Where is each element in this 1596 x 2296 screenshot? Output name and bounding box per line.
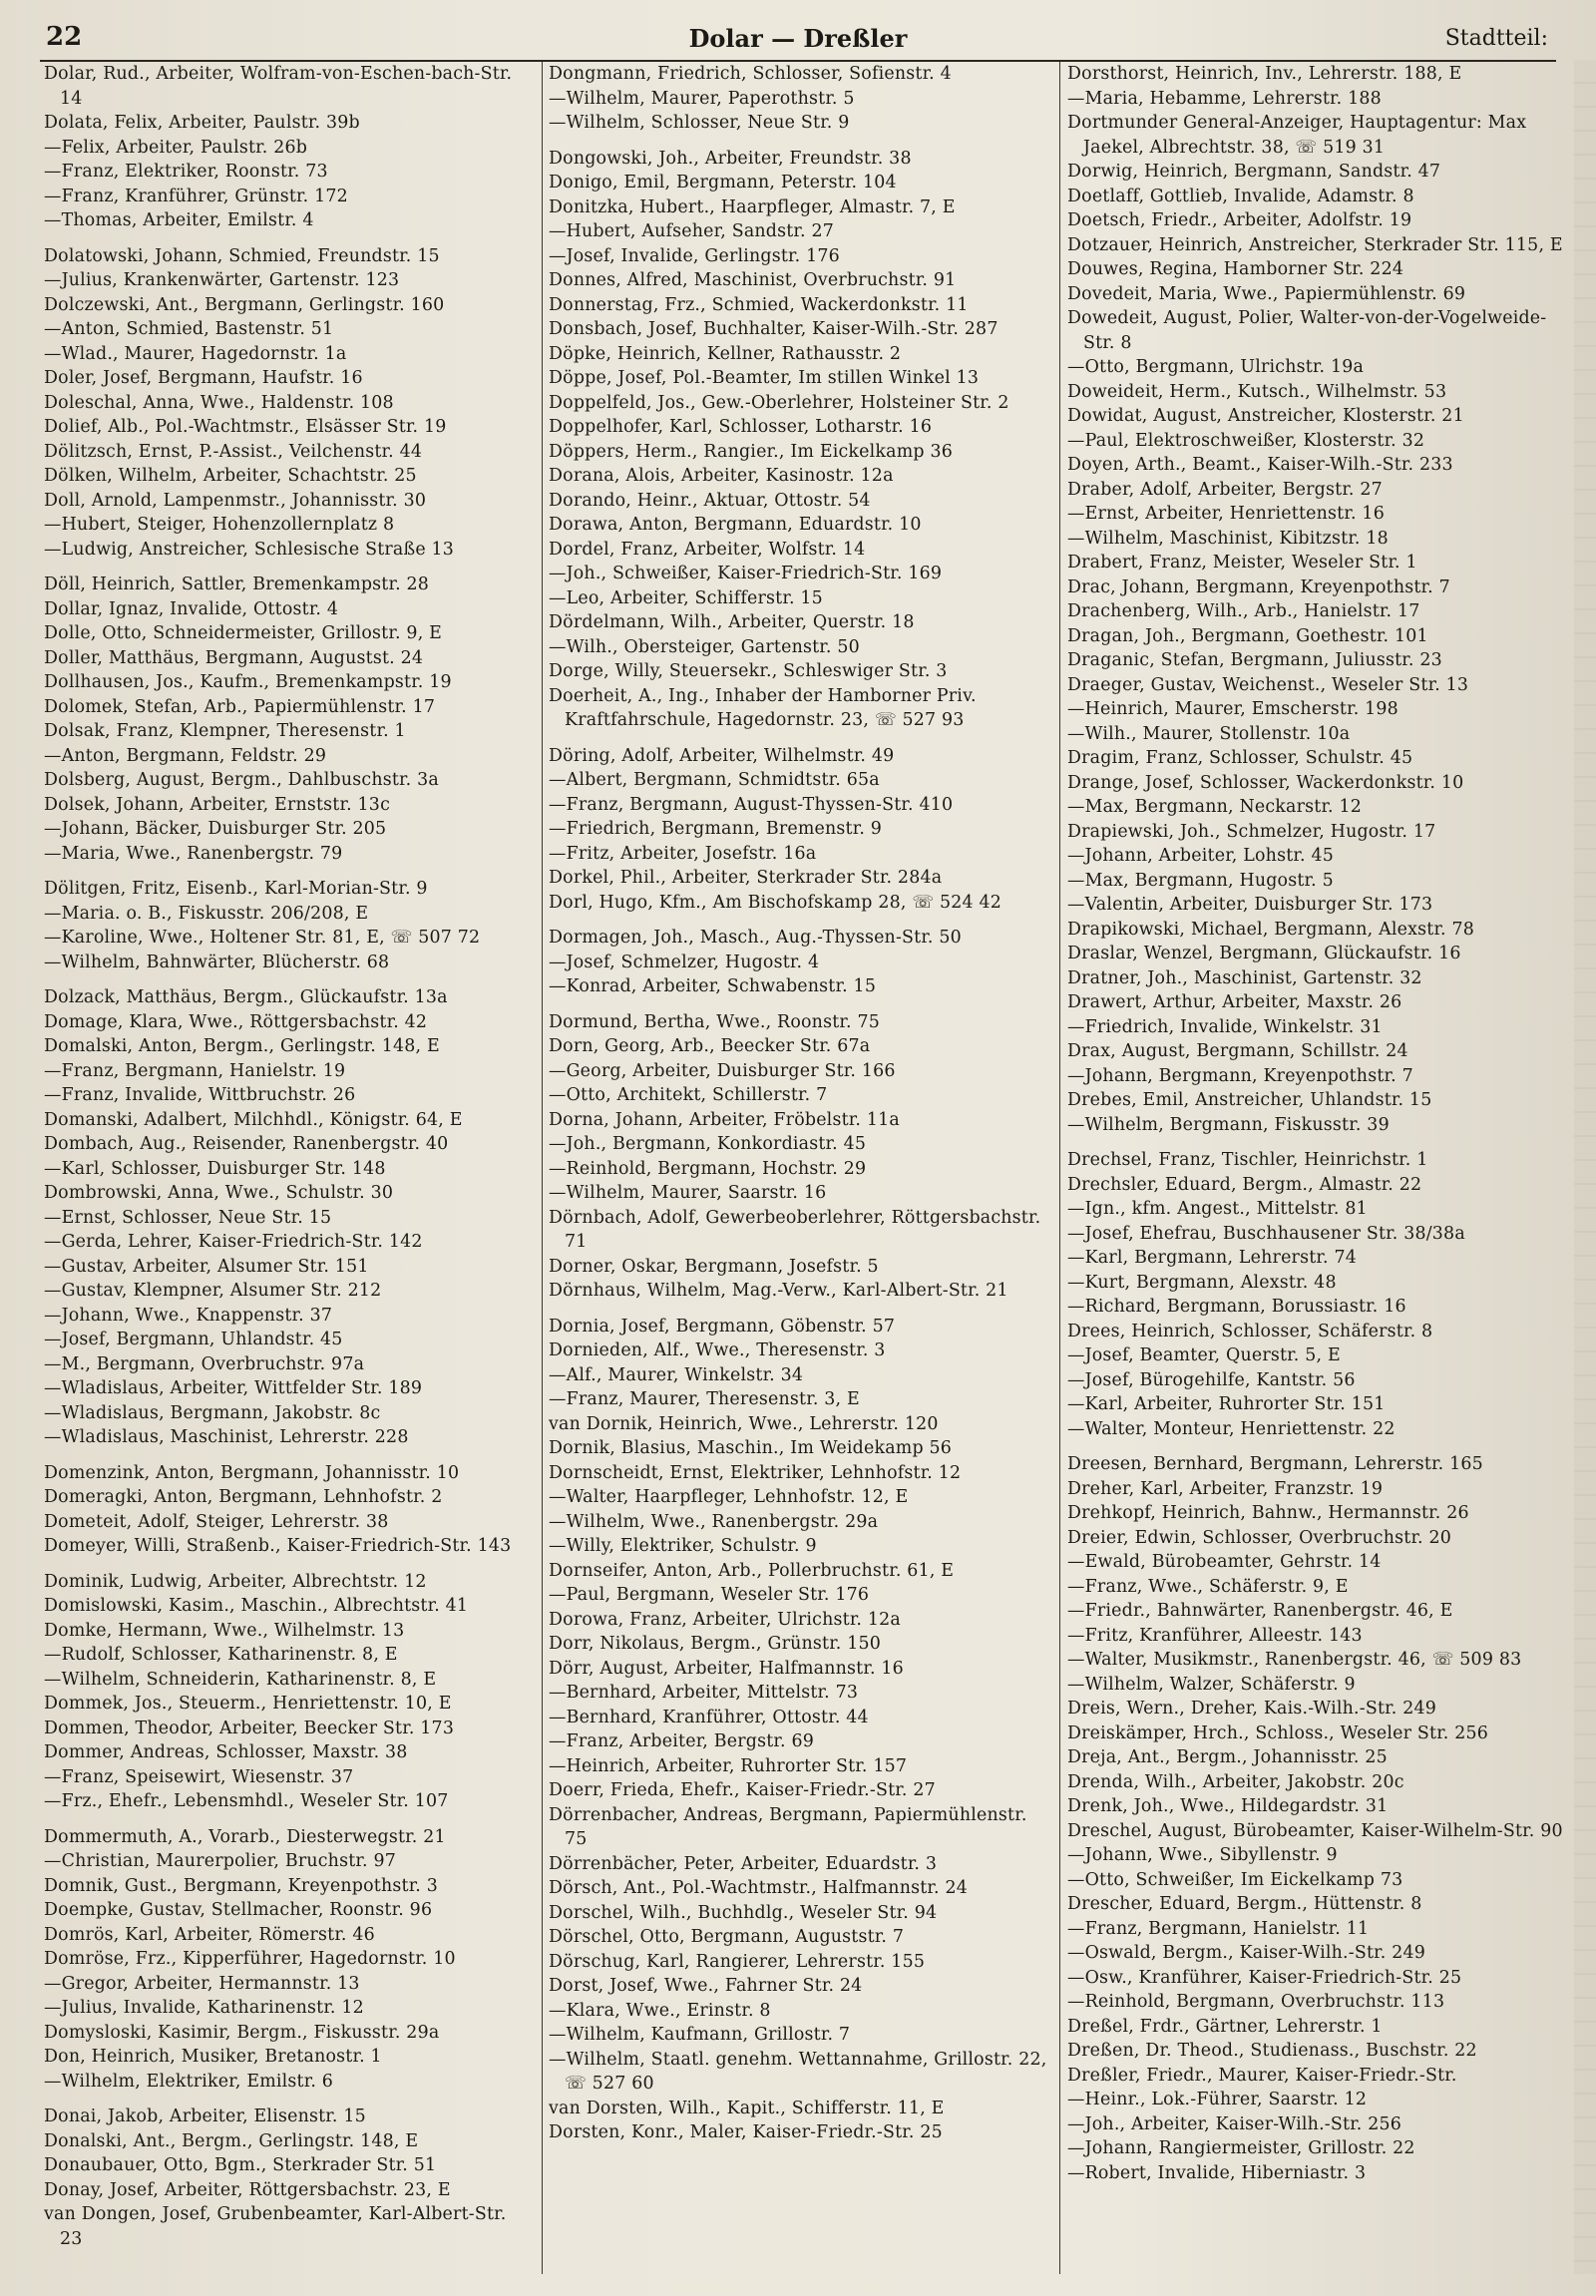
directory-entry: —Bernhard, Arbeiter, Mittelstr. 73: [549, 1683, 859, 1703]
directory-entry: Dolle, Otto, Schneidermeister, Grillostr. 9, E: [44, 623, 443, 643]
directory-entry: —Gerda, Lehrer, Kaiser-Friedrich-Str. 142: [44, 1232, 423, 1252]
directory-entry: Dorsten, Konr., Maler, Kaiser-Friedr.-Str. 25: [549, 2122, 943, 2142]
directory-entry: —Hubert, Aufseher, Sandstr. 27: [549, 221, 835, 241]
directory-entry: —Georg, Arbeiter, Duisburger Str. 166: [549, 1060, 896, 1081]
directory-entry: Draslar, Wenzel, Bergmann, Glückaufstr. 16: [1067, 944, 1461, 963]
directory-entry: Drenda, Wilh., Arbeiter, Jakobstr. 20c: [1067, 1771, 1404, 1792]
directory-entry: —Felix, Arbeiter, Paulstr. 26b: [44, 137, 308, 158]
directory-entry: Drawert, Arthur, Arbeiter, Maxstr. 26: [1067, 992, 1402, 1012]
directory-entry: —Leo, Arbeiter, Schifferstr. 15: [549, 587, 823, 608]
directory-entry: Donnes, Alfred, Maschinist, Overbruchstr. 91: [549, 270, 957, 290]
directory-entry: van Dornik, Heinrich, Wwe., Lehrerstr. 120: [549, 1413, 939, 1434]
directory-entry: —Friedr., Bahnwärter, Ranenbergstr. 46, E: [1067, 1601, 1453, 1621]
directory-entry: Drac, Johann, Bergmann, Kreyenpothstr. 7: [1067, 576, 1450, 597]
directory-entry: —Franz, Bergmann, Hanielstr. 19: [44, 1060, 346, 1081]
directory-entry: Domysloski, Kasimir, Bergm., Fiskusstr. 29a: [44, 2022, 440, 2043]
directory-entry: —Ewald, Bürobeamter, Gehrstr. 14: [1067, 1552, 1382, 1572]
directory-entry: Doetlaff, Gottlieb, Invalide, Adamstr. 8: [1067, 186, 1414, 206]
column-divider: [542, 62, 543, 2274]
directory-entry: —Max, Bergmann, Hugostr. 5: [1067, 870, 1334, 891]
district-label: Stadtteil:: [1444, 26, 1548, 51]
directory-entry: Dolczewski, Ant., Bergmann, Gerlingstr. 160: [44, 294, 445, 315]
directory-entry: Dorst, Josef, Wwe., Fahrner Str. 24: [549, 1976, 863, 1996]
directory-entry: —Wladislaus, Arbeiter, Wittfelder Str. 189: [44, 1378, 423, 1398]
directory-entry: Donalski, Ant., Bergm., Gerlingstr. 148, E: [44, 2130, 419, 2151]
directory-entry: Douwes, Regina, Hamborner Str. 224: [1067, 259, 1404, 279]
directory-entry: —Frz., Ehefr., Lebensmhdl., Weseler Str. 107: [44, 1791, 449, 1811]
directory-entry: —Oswald, Bergm., Kaiser-Wilh.-Str. 249: [1067, 1943, 1425, 1963]
directory-entry: Dormund, Bertha, Wwe., Roonstr. 75: [549, 1011, 880, 1032]
directory-entry: Dolzack, Matthäus, Bergm., Glückaufstr. 13a: [44, 987, 448, 1007]
directory-entry: —Franz, Elektriker, Roonstr. 73: [44, 162, 328, 182]
directory-entry: —Ludwig, Anstreicher, Schlesische Straße 13: [44, 539, 455, 560]
directory-entry: —Ign., kfm. Angest., Mittelstr. 81: [1067, 1199, 1368, 1219]
directory-entry: Döpke, Heinrich, Kellner, Rathausstr. 2: [549, 343, 902, 364]
directory-entry: —Otto, Schweißer, Im Eickelkamp 73: [1067, 1869, 1403, 1890]
directory-entry: Döppe, Josef, Pol.-Beamter, Im stillen Winkel 13: [549, 368, 980, 388]
directory-entry: Dorner, Oskar, Bergmann, Josefstr. 5: [549, 1256, 879, 1277]
directory-entry: —Friedrich, Invalide, Winkelstr. 31: [1067, 1016, 1383, 1037]
directory-entry: —Franz, Maurer, Theresenstr. 3, E: [549, 1389, 860, 1409]
directory-entry: —Heinr., Lok.-Führer, Saarstr. 12: [1067, 2090, 1368, 2109]
directory-entry: —Josef, Bergmann, Uhlandstr. 45: [44, 1330, 343, 1349]
directory-entry: Dörsch, Ant., Pol.-Wachtmstr., Halfmannstr. 24: [549, 1878, 968, 1898]
directory-entry: Don, Heinrich, Musiker, Bretanostr. 1: [44, 2047, 382, 2067]
directory-entry: —Wilhelm, Maurer, Saarstr. 16: [549, 1183, 827, 1203]
directory-entry: —Willy, Elektriker, Schulstr. 9: [549, 1536, 817, 1556]
directory-entry: —Anton, Bergmann, Feldstr. 29: [44, 745, 327, 766]
directory-entry: Dommer, Andreas, Schlosser, Maxstr. 38: [44, 1742, 408, 1762]
directory-entry: —Reinhold, Bergmann, Hochstr. 29: [549, 1158, 867, 1179]
directory-entry: —Walter, Haarpfleger, Lehnhofstr. 12, E: [549, 1487, 909, 1507]
directory-entry: Drange, Josef, Schlosser, Wackerdonkstr. 10: [1067, 772, 1464, 793]
directory-entry: Dommermuth, A., Vorarb., Diesterwegstr. 21: [44, 1826, 446, 1847]
directory-entry: —Johann, Bergmann, Kreyenpothstr. 7: [1067, 1065, 1413, 1086]
directory-entry: —Maria, Wwe., Ranenbergstr. 79: [44, 843, 343, 864]
directory-entry: —Wilhelm, Walzer, Schäferstr. 9: [1067, 1674, 1356, 1695]
page-title: Dolar — Dreßler: [688, 24, 908, 53]
directory-entry: Donnerstag, Frz., Schmied, Wackerdonkstr. 11: [549, 294, 969, 315]
directory-entry: Domage, Klara, Wwe., Röttgersbachstr. 42: [44, 1011, 428, 1032]
directory-entry: —Ernst, Arbeiter, Henriettenstr. 16: [1067, 504, 1385, 524]
directory-entry: Domeragki, Anton, Bergmann, Lehnhofstr. 2: [44, 1487, 443, 1507]
directory-entry: —Maria, Hebamme, Lehrerstr. 188: [1067, 88, 1382, 109]
directory-entry: Doerr, Frieda, Ehefr., Kaiser-Friedr.-Str. 27: [549, 1780, 936, 1800]
directory-entry: —Franz, Speisewirt, Wiesenstr. 37: [44, 1766, 354, 1787]
directory-entry: —Joh., Bergmann, Konkordiastr. 45: [549, 1134, 867, 1154]
directory-entry: —Heinrich, Maurer, Emscherstr. 198: [1067, 699, 1398, 719]
directory-entry: —Otto, Architekt, Schillerstr. 7: [549, 1085, 828, 1105]
directory-entry: Dornseifer, Anton, Arb., Pollerbruchstr. 61, E: [549, 1560, 955, 1581]
directory-entry: —Wilhelm, Schlosser, Neue Str. 9: [549, 113, 850, 133]
directory-entry: —Josef, Beamter, Querstr. 5, E: [1067, 1345, 1341, 1365]
directory-entry: Dornik, Blasius, Maschin., Im Weidekamp 56: [549, 1438, 953, 1458]
directory-entry: —Valentin, Arbeiter, Duisburger Str. 173: [1067, 895, 1433, 915]
directory-entry: —Klara, Wwe., Erinstr. 8: [549, 2000, 771, 2021]
directory-entry: Drehkopf, Heinrich, Bahnw., Hermannstr. 26: [1067, 1503, 1469, 1523]
directory-entry: Drapiewski, Joh., Schmelzer, Hugostr. 17: [1067, 821, 1436, 842]
directory-entry: Dreis, Wern., Dreher, Kais.-Wilh.-Str. 249: [1067, 1699, 1436, 1719]
directory-entry: Drax, August, Bergmann, Schillstr. 24: [1067, 1041, 1408, 1061]
directory-entry: —Richard, Bergmann, Borussiastr. 16: [1067, 1297, 1406, 1317]
directory-entry: Dörr, August, Arbeiter, Halfmannstr. 16: [549, 1658, 904, 1679]
directory-entry: —Rudolf, Schlosser, Katharinenstr. 8, E: [44, 1645, 398, 1665]
directory-entry: Draganic, Stefan, Bergmann, Juliusstr. 23: [1067, 650, 1442, 670]
directory-entry: —Franz, Bergmann, Hanielstr. 11: [1067, 1918, 1370, 1939]
directory-column-2: [549, 62, 1052, 2274]
directory-entry: —Christian, Maurerpolier, Bruchstr. 97: [44, 1851, 396, 1871]
directory-entry: Dölken, Wilhelm, Arbeiter, Schachtstr. 25: [44, 466, 417, 486]
directory-entry: Domrös, Karl, Arbeiter, Römerstr. 46: [44, 1924, 375, 1945]
directory-entry: Drachenberg, Wilh., Arb., Hanielstr. 17: [1067, 601, 1420, 621]
directory-entry: Dolar, Rud., Arbeiter, Wolfram-von-Eschen-bach-Str. 14: [44, 64, 513, 109]
page-header: [40, 20, 1556, 62]
directory-entry: Dorl, Hugo, Kfm., Am Bischofskamp 28, ☏ 524 42: [549, 892, 1002, 913]
directory-entry: Drees, Heinrich, Schlosser, Schäferstr. 8: [1067, 1321, 1433, 1341]
directory-entry: Dorr, Nikolaus, Bergm., Grünstr. 150: [549, 1634, 882, 1654]
directory-entry: —Wilhelm, Elektriker, Emilstr. 6: [44, 2071, 334, 2092]
directory-entry: Domalski, Anton, Bergm., Gerlingstr. 148, E: [44, 1036, 440, 1056]
directory-entry: —Walter, Musikmstr., Ranenbergstr. 46, ☏ 509 83: [1067, 1650, 1522, 1670]
directory-entry: —Maria. o. B., Fiskusstr. 206/208, E: [44, 903, 369, 924]
directory-entry: Dörrenbacher, Andreas, Bergmann, Papiermühlenstr. 75: [549, 1804, 1027, 1849]
directory-entry: —Alf., Maurer, Winkelstr. 34: [549, 1364, 804, 1385]
directory-entry: Doleschal, Anna, Wwe., Haldenstr. 108: [44, 392, 394, 413]
directory-entry: van Dongen, Josef, Grubenbeamter, Karl-Albert-Str. 23: [44, 2204, 507, 2249]
directory-entry: —Friedrich, Bergmann, Bremenstr. 9: [549, 819, 883, 839]
directory-entry: Dommek, Jos., Steuerm., Henriettenstr. 10, E: [44, 1694, 452, 1714]
directory-entry: —Karl, Bergmann, Lehrerstr. 74: [1067, 1248, 1357, 1268]
directory-entry: Dreßel, Frdr., Gärtner, Lehrerstr. 1: [1067, 2016, 1383, 2037]
directory-entry: —Franz, Invalide, Wittbruchstr. 26: [44, 1085, 356, 1105]
directory-entry: —Johann, Bäcker, Duisburger Str. 205: [44, 819, 387, 839]
directory-entry: Dolief, Alb., Pol.-Wachtmstr., Elsässer Str. 19: [44, 417, 447, 437]
directory-entry: Doler, Josef, Bergmann, Haufstr. 16: [44, 368, 363, 388]
directory-entry: —Wilh., Obersteiger, Gartenstr. 50: [549, 636, 860, 657]
directory-entry: Domanski, Adalbert, Milchhdl., Königstr. 64, E: [44, 1109, 463, 1130]
directory-entry: —Heinrich, Arbeiter, Ruhrorter Str. 157: [549, 1755, 908, 1776]
directory-entry: —Franz, Kranführer, Grünstr. 172: [44, 186, 348, 206]
directory-entry: Dreesen, Bernhard, Bergmann, Lehrerstr. 165: [1067, 1454, 1483, 1474]
directory-entry: Domröse, Frz., Kipperführer, Hagedornstr. 10: [44, 1949, 456, 1969]
directory-entry: Dornieden, Alf., Wwe., Theresenstr. 3: [549, 1340, 886, 1360]
column-divider: [1059, 62, 1060, 2274]
directory-entry: —Josef, Invalide, Gerlingstr. 176: [549, 245, 840, 266]
directory-entry: —Anton, Schmied, Bastenstr. 51: [44, 319, 334, 339]
directory-entry: Dreja, Ant., Bergm., Johannisstr. 25: [1067, 1747, 1388, 1767]
directory-entry: Drechsel, Franz, Tischler, Heinrichstr. 1: [1067, 1150, 1428, 1170]
directory-entry: Dorana, Alois, Arbeiter, Kasinostr. 12a: [549, 466, 894, 486]
directory-entry: —Gustav, Klempner, Alsumer Str. 212: [44, 1281, 382, 1301]
directory-entry: Domenzink, Anton, Bergmann, Johannisstr. 10: [44, 1462, 460, 1483]
directory-entry: Dörrenbächer, Peter, Arbeiter, Eduardstr. 3: [549, 1853, 938, 1874]
directory-entry: —Konrad, Arbeiter, Schwabenstr. 15: [549, 976, 877, 996]
directory-entry: Doppelfeld, Jos., Gew.-Oberlehrer, Holsteiner Str. 2: [549, 392, 1009, 413]
directory-entry: Dornscheidt, Ernst, Elektriker, Lehnhofstr. 12: [549, 1462, 962, 1483]
directory-entry: Domke, Hermann, Wwe., Wilhelmstr. 13: [44, 1620, 405, 1641]
directory-entry: Dördelmann, Wilh., Arbeiter, Querstr. 18: [549, 612, 915, 632]
directory-entry: Dorando, Heinr., Aktuar, Ottostr. 54: [549, 490, 871, 511]
directory-entry: Donsbach, Josef, Buchhalter, Kaiser-Wilh.-Str. 287: [549, 319, 998, 339]
next-page-edge: [1574, 60, 1596, 2274]
directory-entry: Dollar, Ignaz, Invalide, Ottostr. 4: [44, 598, 339, 619]
directory-entry: Doppelhofer, Karl, Schlosser, Lotharstr. 16: [549, 417, 933, 437]
directory-entry: Dombrowski, Anna, Wwe., Schulstr. 30: [44, 1183, 394, 1203]
directory-entry: Dreßen, Dr. Theod., Studienass., Buschstr. 22: [1067, 2041, 1477, 2061]
directory-entry: Dorsthorst, Heinrich, Inv., Lehrerstr. 188, E: [1067, 64, 1462, 84]
directory-entry: Dorn, Georg, Arb., Beecker Str. 67a: [549, 1036, 871, 1056]
directory-entry: Doller, Matthäus, Bergmann, Augustst. 24: [44, 647, 424, 668]
directory-entry: Donay, Josef, Arbeiter, Röttgersbachstr. 23, E: [44, 2179, 451, 2200]
directory-entry: —Franz, Wwe., Schäferstr. 9, E: [1067, 1576, 1349, 1597]
directory-entry: —Karl, Arbeiter, Ruhrorter Str. 151: [1067, 1394, 1386, 1414]
directory-entry: Dreher, Karl, Arbeiter, Franzstr. 19: [1067, 1478, 1384, 1499]
directory-entry: Domislowski, Kasim., Maschin., Albrechtstr. 41: [44, 1596, 469, 1616]
directory-entry: Dolomek, Stefan, Arb., Papiermühlenstr. 17: [44, 696, 436, 717]
directory-entry: Donai, Jakob, Arbeiter, Elisenstr. 15: [44, 2106, 366, 2126]
directory-entry: Drescher, Eduard, Bergm., Hüttenstr. 8: [1067, 1894, 1422, 1914]
directory-entry: Dorge, Willy, Steuersekr., Schleswiger Str. 3: [549, 661, 948, 681]
directory-entry: Doetsch, Friedr., Arbeiter, Adolfstr. 19: [1067, 210, 1412, 230]
directory-entry: Dreiskämper, Hrch., Schloss., Weseler Str. 256: [1067, 1722, 1489, 1743]
directory-entry: Dragim, Franz, Schlosser, Schulstr. 45: [1067, 748, 1413, 768]
directory-entry: Dolata, Felix, Arbeiter, Paulstr. 39b: [44, 113, 360, 133]
directory-entry: Donitzka, Hubert., Haarpfleger, Almastr. 7, E: [549, 196, 956, 217]
directory-entry: Drenk, Joh., Wwe., Hildegardstr. 31: [1067, 1796, 1389, 1816]
directory-entry: Dordel, Franz, Arbeiter, Wolfstr. 14: [549, 539, 866, 560]
directory-entry: Domeyer, Willi, Straßenb., Kaiser-Friedrich-Str. 143: [44, 1536, 512, 1556]
directory-entry: Dotzauer, Heinrich, Anstreicher, Sterkrader Str. 115, E: [1067, 234, 1563, 255]
directory-entry: Dorschel, Wilh., Buchhdlg., Weseler Str. 94: [549, 1902, 938, 1923]
page-number: 22: [46, 22, 83, 52]
directory-entry: Döll, Heinrich, Sattler, Bremenkampstr. 28: [44, 574, 430, 594]
directory-entry: —Joh., Arbeiter, Kaiser-Wilh.-Str. 256: [1067, 2113, 1402, 2134]
directory-entry: van Dorsten, Wilh., Kapit., Schifferstr. 11, E: [549, 2098, 945, 2118]
directory-entry: Dratner, Joh., Maschinist, Gartenstr. 32: [1067, 967, 1422, 988]
directory-entry: Doempke, Gustav, Stellmacher, Roonstr. 96: [44, 1900, 433, 1920]
directory-entry: —Karl, Schlosser, Duisburger Str. 148: [44, 1158, 386, 1179]
directory-entry: Draber, Adolf, Arbeiter, Bergstr. 27: [1067, 479, 1383, 500]
directory-entry: Dorawa, Anton, Bergmann, Eduardstr. 10: [549, 515, 922, 535]
directory-entry: —Wilhelm, Kaufmann, Grillostr. 7: [549, 2025, 851, 2045]
directory-entry: Dölitgen, Fritz, Eisenb., Karl-Morian-Str. 9: [44, 879, 428, 899]
directory-entry: Donigo, Emil, Bergmann, Peterstr. 104: [549, 173, 897, 192]
directory-entry: —Wilh., Maurer, Stollenstr. 10a: [1067, 723, 1351, 744]
directory-entry: Dolatowski, Johann, Schmied, Freundstr. 15: [44, 245, 440, 266]
directory-entry: Dölitzsch, Ernst, P.-Assist., Veilchenstr. 44: [44, 441, 423, 462]
directory-entry: —Josef, Schmelzer, Hugostr. 4: [549, 952, 820, 972]
directory-entry: Dovedeit, Maria, Wwe., Papiermühlenstr. 69: [1067, 283, 1466, 304]
directory-entry: —Fritz, Arbeiter, Josefstr. 16a: [549, 843, 817, 864]
directory-entry: —Wladislaus, Maschinist, Lehrerstr. 228: [44, 1427, 409, 1447]
directory-entry: Dominik, Ludwig, Arbeiter, Albrechtstr. 12: [44, 1571, 427, 1592]
directory-entry: —Wilhelm, Bergmann, Fiskusstr. 39: [1067, 1114, 1390, 1135]
directory-entry: Drabert, Franz, Meister, Weseler Str. 1: [1067, 553, 1417, 573]
directory-entry: —Bernhard, Kranführer, Ottostr. 44: [549, 1707, 869, 1727]
directory-entry: —Walter, Monteur, Henriettenstr. 22: [1067, 1418, 1396, 1439]
directory-entry: Dometeit, Adolf, Steiger, Lehrerstr. 38: [44, 1511, 389, 1532]
directory-entry: —Wilhelm, Maurer, Paperothstr. 5: [549, 88, 855, 109]
directory-entry: —Ernst, Schlosser, Neue Str. 15: [44, 1207, 332, 1228]
directory-column-1: [44, 62, 533, 2274]
directory-entry: —Johann, Rangiermeister, Grillostr. 22: [1067, 2138, 1415, 2158]
directory-entry: Dolsek, Johann, Arbeiter, Ernststr. 13c: [44, 794, 391, 815]
directory-entry: Dongmann, Friedrich, Schlosser, Sofienstr. 4: [549, 64, 952, 84]
directory-entry: Draeger, Gustav, Weichenst., Weseler Str. 13: [1067, 674, 1469, 695]
directory-entry: Dorowa, Franz, Arbeiter, Ulrichstr. 12a: [549, 1609, 901, 1630]
directory-entry: —Paul, Elektroschweißer, Klosterstr. 32: [1067, 430, 1425, 451]
directory-entry: Doll, Arnold, Lampenmstr., Johannisstr. 30: [44, 490, 427, 511]
directory-entry: —Joh., Schweißer, Kaiser-Friedrich-Str. 169: [549, 564, 943, 583]
directory-entry: —Osw., Kranführer, Kaiser-Friedrich-Str. 25: [1067, 1967, 1462, 1988]
directory-entry: Dragan, Joh., Bergmann, Goethestr. 101: [1067, 625, 1428, 646]
directory-column-3: [1067, 62, 1566, 2274]
directory-entry: Dowidat, August, Anstreicher, Klosterstr. 21: [1067, 406, 1464, 426]
directory-entry: —Gregor, Arbeiter, Hermannstr. 13: [44, 1973, 360, 1994]
directory-entry: Drebes, Emil, Anstreicher, Uhlandstr. 15: [1067, 1090, 1432, 1110]
directory-entry: Dolsberg, August, Bergm., Dahlbuschstr. 3a: [44, 770, 439, 790]
directory-entry: Dornia, Josef, Bergmann, Göbenstr. 57: [549, 1316, 896, 1337]
directory-entry: —Johann, Arbeiter, Lohstr. 45: [1067, 846, 1334, 866]
directory-entry: —Wilhelm, Staatl. genehm. Wettannahme, Grillostr. 22, ☏ 527 60: [549, 2049, 1047, 2094]
directory-entry: Domnik, Gust., Bergmann, Kreyenpothstr. 3: [44, 1875, 439, 1896]
directory-entry: —Wilhelm, Bahnwärter, Blücherstr. 68: [44, 952, 390, 972]
directory-entry: —Hubert, Steiger, Hohenzollernplatz 8: [44, 515, 395, 535]
directory-entry: Dowedeit, August, Polier, Walter-von-der-Vogelweide-Str. 8: [1067, 308, 1547, 353]
directory-entry: —Fritz, Kranführer, Alleestr. 143: [1067, 1625, 1363, 1646]
directory-entry: Doyen, Arth., Beamt., Kaiser-Wilh.-Str. 233: [1067, 455, 1453, 475]
directory-entry: Dortmunder General-Anzeiger, Hauptagentur: Max Jaekel, Albrechtstr. 38, ☏ 519 31: [1067, 113, 1527, 158]
directory-entry: Dorkel, Phil., Arbeiter, Sterkrader Str. 284a: [549, 868, 943, 888]
directory-entry: Dreschel, August, Bürobeamter, Kaiser-Wilhelm-Str. 90: [1067, 1820, 1563, 1841]
directory-entry: Dongowski, Joh., Arbeiter, Freundstr. 38: [549, 148, 912, 169]
directory-entry: —Reinhold, Bergmann, Overbruchstr. 113: [1067, 1992, 1445, 2012]
directory-entry: Dormagen, Joh., Masch., Aug.-Thyssen-Str. 50: [549, 928, 962, 948]
directory-entry: —Otto, Bergmann, Ulrichstr. 19a: [1067, 357, 1365, 377]
directory-entry: Dörschel, Otto, Bergmann, Auguststr. 7: [549, 1927, 905, 1947]
directory-entry: Doweideit, Herm., Kutsch., Wilhelmstr. 53: [1067, 381, 1447, 402]
directory-entry: Dommen, Theodor, Arbeiter, Beecker Str. 173: [44, 1718, 455, 1738]
directory-entry: Dreier, Edwin, Schlosser, Overbruchstr. 20: [1067, 1527, 1452, 1548]
directory-entry: Doerheit, A., Ing., Inhaber der Hamborner Priv. Kraftfahrschule, Hagedornstr. 23, ☏ 527 93: [549, 685, 977, 730]
directory-entry: Drapikowski, Michael, Bergmann, Alexstr. 78: [1067, 919, 1475, 940]
directory-entry: Döppers, Herm., Rangier., Im Eickelkamp 36: [549, 441, 954, 462]
directory-entry: —Josef, Ehefrau, Buschhausener Str. 38/38a: [1067, 1223, 1465, 1244]
directory-entry: —Franz, Arbeiter, Bergstr. 69: [549, 1731, 814, 1751]
directory-entry: —Albert, Bergmann, Schmidtstr. 65a: [549, 770, 880, 790]
directory-entry: Dorwig, Heinrich, Bergmann, Sandstr. 47: [1067, 162, 1441, 182]
directory-entry: Dolsak, Franz, Klempner, Theresenstr. 1: [44, 721, 406, 741]
directory-entry: —Julius, Invalide, Katharinenstr. 12: [44, 1998, 364, 2018]
directory-entry: —Wladislaus, Bergmann, Jakobstr. 8c: [44, 1402, 381, 1423]
directory-entry: —Robert, Invalide, Hiberniastr. 3: [1067, 2162, 1367, 2183]
directory-entry: Donaubauer, Otto, Bgm., Sterkrader Str. 51: [44, 2155, 437, 2175]
directory-entry: —Wilhelm, Maschinist, Kibitzstr. 18: [1067, 528, 1389, 549]
directory-entry: —Thomas, Arbeiter, Emilstr. 4: [44, 210, 314, 230]
directory-entry: —Max, Bergmann, Neckarstr. 12: [1067, 797, 1363, 817]
directory-entry: —Wlad., Maurer, Hagedornstr. 1a: [44, 343, 347, 364]
directory-entry: Dörnhaus, Wilhelm, Mag.-Verw., Karl-Albert-Str. 21: [549, 1281, 1008, 1301]
directory-entry: Dollhausen, Jos., Kaufm., Bremenkampstr. 19: [44, 672, 452, 692]
directory-entry: Döring, Adolf, Arbeiter, Wilhelmstr. 49: [549, 745, 895, 766]
directory-entry: Dörnbach, Adolf, Gewerbeoberlehrer, Röttgersbachstr. 71: [549, 1207, 1041, 1252]
directory-entry: —Karoline, Wwe., Holtener Str. 81, E, ☏ 507 72: [44, 928, 481, 948]
directory-entry: —Wilhelm, Schneiderin, Katharinenstr. 8, E: [44, 1669, 437, 1690]
directory-entry: —Kurt, Bergmann, Alexstr. 48: [1067, 1272, 1337, 1293]
directory-entry: —Johann, Wwe., Sibyllenstr. 9: [1067, 1845, 1338, 1865]
directory-entry: —M., Bergmann, Overbruchstr. 97a: [44, 1353, 365, 1374]
directory-entry: —Franz, Bergmann, August-Thyssen-Str. 410: [549, 794, 954, 815]
directory-entry: —Paul, Bergmann, Weseler Str. 176: [549, 1585, 870, 1605]
directory-entry: —Gustav, Arbeiter, Alsumer Str. 151: [44, 1256, 369, 1277]
directory-entry: Dreßler, Friedr., Maurer, Kaiser-Friedr.-Str.: [1067, 2065, 1457, 2086]
directory-entry: —Johann, Wwe., Knappenstr. 37: [44, 1305, 333, 1326]
directory-entry: —Josef, Bürogehilfe, Kantstr. 56: [1067, 1369, 1356, 1390]
directory-entry: Dorna, Johann, Arbeiter, Fröbelstr. 11a: [549, 1109, 900, 1130]
directory-entry: —Wilhelm, Wwe., Ranenbergstr. 29a: [549, 1511, 879, 1532]
directory-entry: Drechsler, Eduard, Bergm., Almastr. 22: [1067, 1174, 1422, 1195]
directory-entry: Dombach, Aug., Reisender, Ranenbergstr. 40: [44, 1134, 449, 1154]
directory-entry: —Julius, Krankenwärter, Gartenstr. 123: [44, 270, 400, 290]
directory-entry: Dörschug, Karl, Rangierer, Lehrerstr. 155: [549, 1951, 926, 1972]
